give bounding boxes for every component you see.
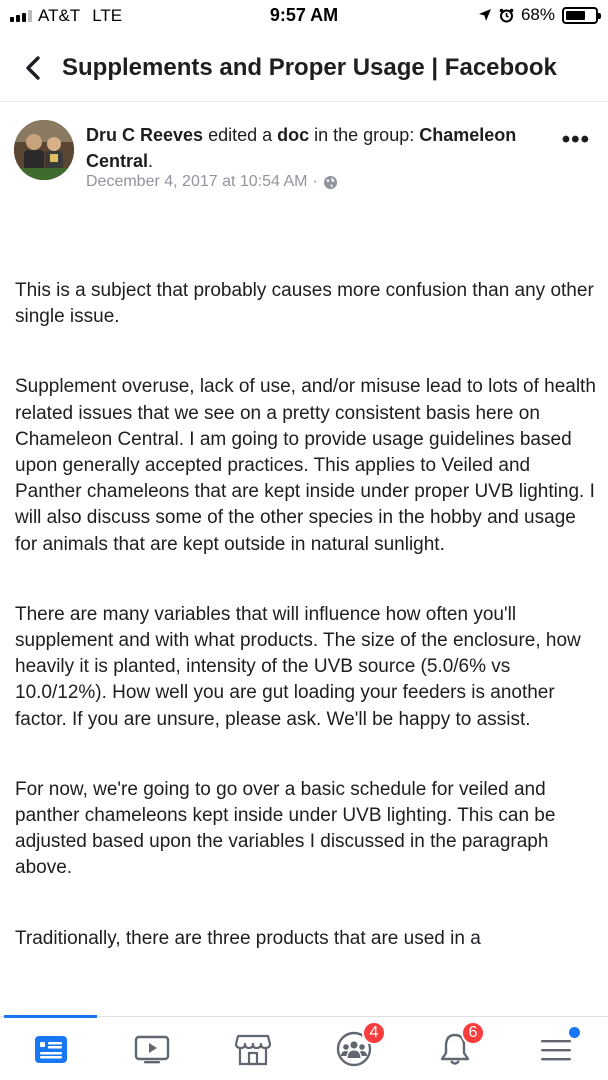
bottom-tab-bar [0, 1016, 608, 1080]
post-date[interactable]: December 4, 2017 at 10:54 AM [86, 173, 308, 190]
menu-icon [538, 1033, 574, 1065]
location-arrow-icon [478, 8, 492, 22]
meta-separator: · [312, 173, 318, 190]
battery-icon [562, 7, 598, 24]
tab-marketplace[interactable] [223, 1027, 283, 1071]
avatar-photo [14, 120, 74, 180]
chevron-left-icon[interactable] [20, 52, 48, 84]
notifications-badge: 6 [461, 1021, 485, 1045]
post-paragraph: This is a subject that probably causes more confusion than any other single issue. [15, 280, 594, 328]
post-paragraph: Supplement overuse, lack of use, and/or misuse lead to lots of health related issues that we see on a pretty consistent basis here on Chameleon Central. I am going to provide usage guidelines based upon generally accepted practices. This applies to Veiled and Panther chameleons that are kept inside under proper UVB lighting. I will also discuss some of the other species in the hobby and usage for animals that are kept outside in natural sunlight. [15, 376, 596, 555]
nav-header [0, 38, 608, 102]
tab-notifications[interactable] [425, 1024, 485, 1071]
author-name[interactable]: Dru C Reeves [86, 125, 204, 145]
page-title: Supplements and Proper Usage | Facebook [62, 54, 557, 81]
more-options-icon[interactable]: ••• [561, 126, 590, 153]
status-right [478, 5, 598, 25]
carrier-label: AT&T [38, 6, 81, 25]
post-body [15, 278, 597, 1008]
news-feed-icon [34, 1033, 68, 1065]
post-paragraph: For now, we're going to go over a basic schedule for veiled and panther chameleons kept inside under UVB lighting. This can be adjusted based upon the variables I discussed in the paragraph above. [15, 778, 556, 879]
status-bar [0, 0, 608, 32]
marketplace-store-icon [235, 1032, 271, 1066]
network-label: LTE [92, 6, 123, 25]
group-suffix: . [148, 151, 154, 171]
menu-notification-dot [569, 1027, 580, 1038]
group-name[interactable]: Chameleon Central [86, 125, 517, 171]
post-meta [86, 173, 338, 191]
tab-watch[interactable] [122, 1027, 182, 1071]
group-prefix: in the group: [309, 125, 420, 145]
active-tab-indicator [4, 1015, 97, 1018]
tab-menu[interactable] [526, 1027, 586, 1071]
post-paragraph: Traditionally, there are three products that are used in a [15, 927, 481, 949]
post-author-line [86, 122, 556, 174]
video-play-icon [134, 1033, 170, 1065]
post-header [0, 118, 608, 198]
post-paragraph: There are many variables that will influence how often you'll supplement and with what products. The size of the enclosure, how heavily it is planted, intensity of the UVB source (5.0/6% vs 10.0/12%). How well you are gut loading your feeders is another factor. If you are unsure, please ask. We'll be happy to assist. [15, 603, 581, 730]
tab-groups[interactable] [324, 1024, 384, 1071]
alarm-icon [499, 8, 514, 23]
battery-percent: 68% [520, 5, 555, 24]
groups-badge: 4 [362, 1021, 386, 1045]
globe-icon [323, 175, 338, 190]
tab-news-feed[interactable] [21, 1027, 81, 1071]
clock: 9:57 AM [269, 5, 339, 25]
avatar[interactable] [14, 120, 74, 180]
action-text: edited a [203, 125, 278, 145]
object-link[interactable]: doc [277, 125, 310, 145]
